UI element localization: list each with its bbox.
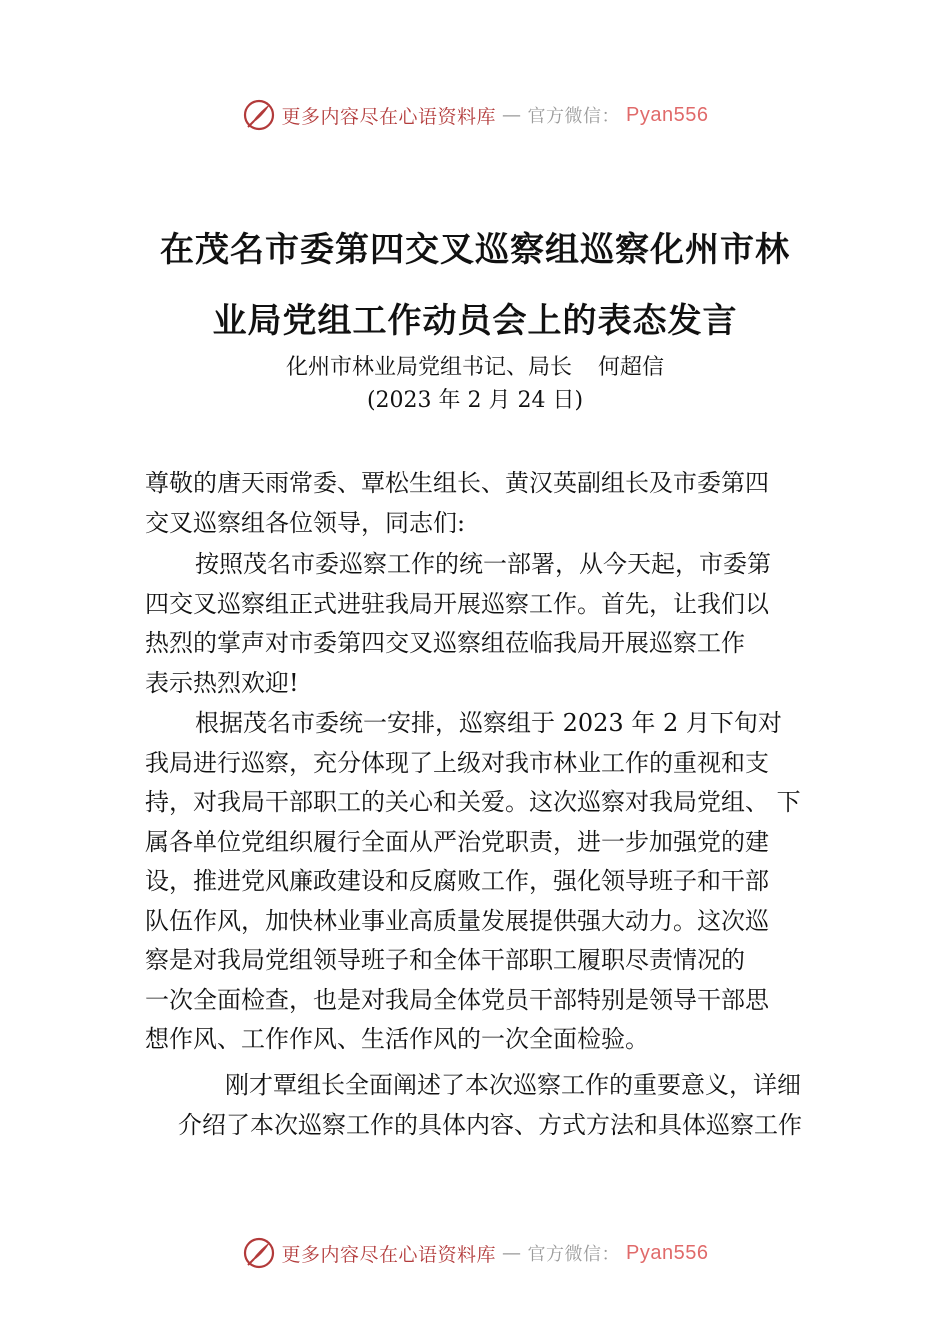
- text-line: 刚才覃组长全面阐述了本次巡察工作的重要意义，详细: [225, 1071, 801, 1099]
- text-line: 我局进行巡察，充分体现了上级对我市林业工作的重视和支: [145, 748, 769, 777]
- text-line: 介绍了本次巡察工作的具体内容、方式方法和具体巡察工作: [178, 1110, 802, 1139]
- watermark-site-text: 更多内容尽在心语资料库: [281, 1243, 497, 1266]
- text-line: 四交叉巡察组正式进驻我局开展巡察工作。首先，让我们以: [145, 589, 769, 618]
- body-paragraph-3: [145, 1066, 815, 1145]
- author-name: 何超信: [598, 355, 665, 380]
- speech-date: (2023 年 2 月 24 日): [366, 388, 584, 413]
- text-line: 设，推进党风廉政建设和反腐败工作，强化领导班子和干部: [145, 867, 769, 895]
- watermark-wechat-id: Pyan556: [626, 103, 709, 126]
- header-watermark: [0, 95, 950, 135]
- text-line: 热烈的掌声对市委第四交叉巡察组莅临我局开展巡察工作: [145, 629, 745, 657]
- text-line: 按照茂名市委巡察工作的统一部署，从今天起，市委第: [195, 550, 771, 578]
- salutation-paragraph: [145, 464, 815, 543]
- text-line: 队伍作风，加快林业事业高质量发展提供强大动力。这次巡: [145, 906, 769, 935]
- text-line: 察是对我局党组领导班子和全体干部职工履职尽责情况的: [145, 946, 745, 974]
- author-line: [0, 350, 950, 381]
- watermark-wechat-label: 官方微信：: [527, 106, 621, 127]
- feather-pen-logo-icon: [242, 98, 276, 132]
- watermark-dash: —: [502, 104, 522, 126]
- watermark-wechat-label: 官方微信：: [527, 1244, 621, 1265]
- body-paragraph-2: [145, 704, 815, 1060]
- watermark-dash: —: [502, 1242, 522, 1264]
- text-line: 交叉巡察组各位领导，同志们:: [145, 508, 466, 537]
- document-title-line-1: 在茂名市委第四交叉巡察组巡察化州市林: [160, 230, 790, 270]
- text-line: 根据茂名市委统一安排，巡察组于 2023 年 2 月下旬对: [195, 709, 782, 737]
- text-line: 属各单位党组织履行全面从严治党职责，进一步加强党的建: [145, 827, 769, 856]
- watermark-wechat-id: Pyan556: [626, 1241, 709, 1264]
- footer-watermark: [0, 1233, 950, 1273]
- author-position: 化州市林业局党组书记、局长: [285, 355, 572, 380]
- text-line: 持，对我局干部职工的关心和关爱。这次巡察对我局党组、 下: [145, 788, 801, 816]
- watermark-site-text: 更多内容尽在心语资料库: [281, 105, 497, 128]
- text-line: 尊敬的唐天雨常委、覃松生组长、黄汉英副组长及市委第四: [145, 469, 769, 497]
- text-line: 想作风、工作作风、生活作风的一次全面检验。: [145, 1025, 649, 1053]
- document-title-line-2: 业局党组工作动员会上的表态发言: [212, 301, 738, 341]
- text-line: 一次全面检查，也是对我局全体党员干部特别是领导干部思: [145, 985, 769, 1014]
- body-paragraph-1: [145, 545, 815, 703]
- feather-pen-logo-icon: [242, 1236, 276, 1270]
- text-line: 表示热烈欢迎!: [145, 668, 299, 697]
